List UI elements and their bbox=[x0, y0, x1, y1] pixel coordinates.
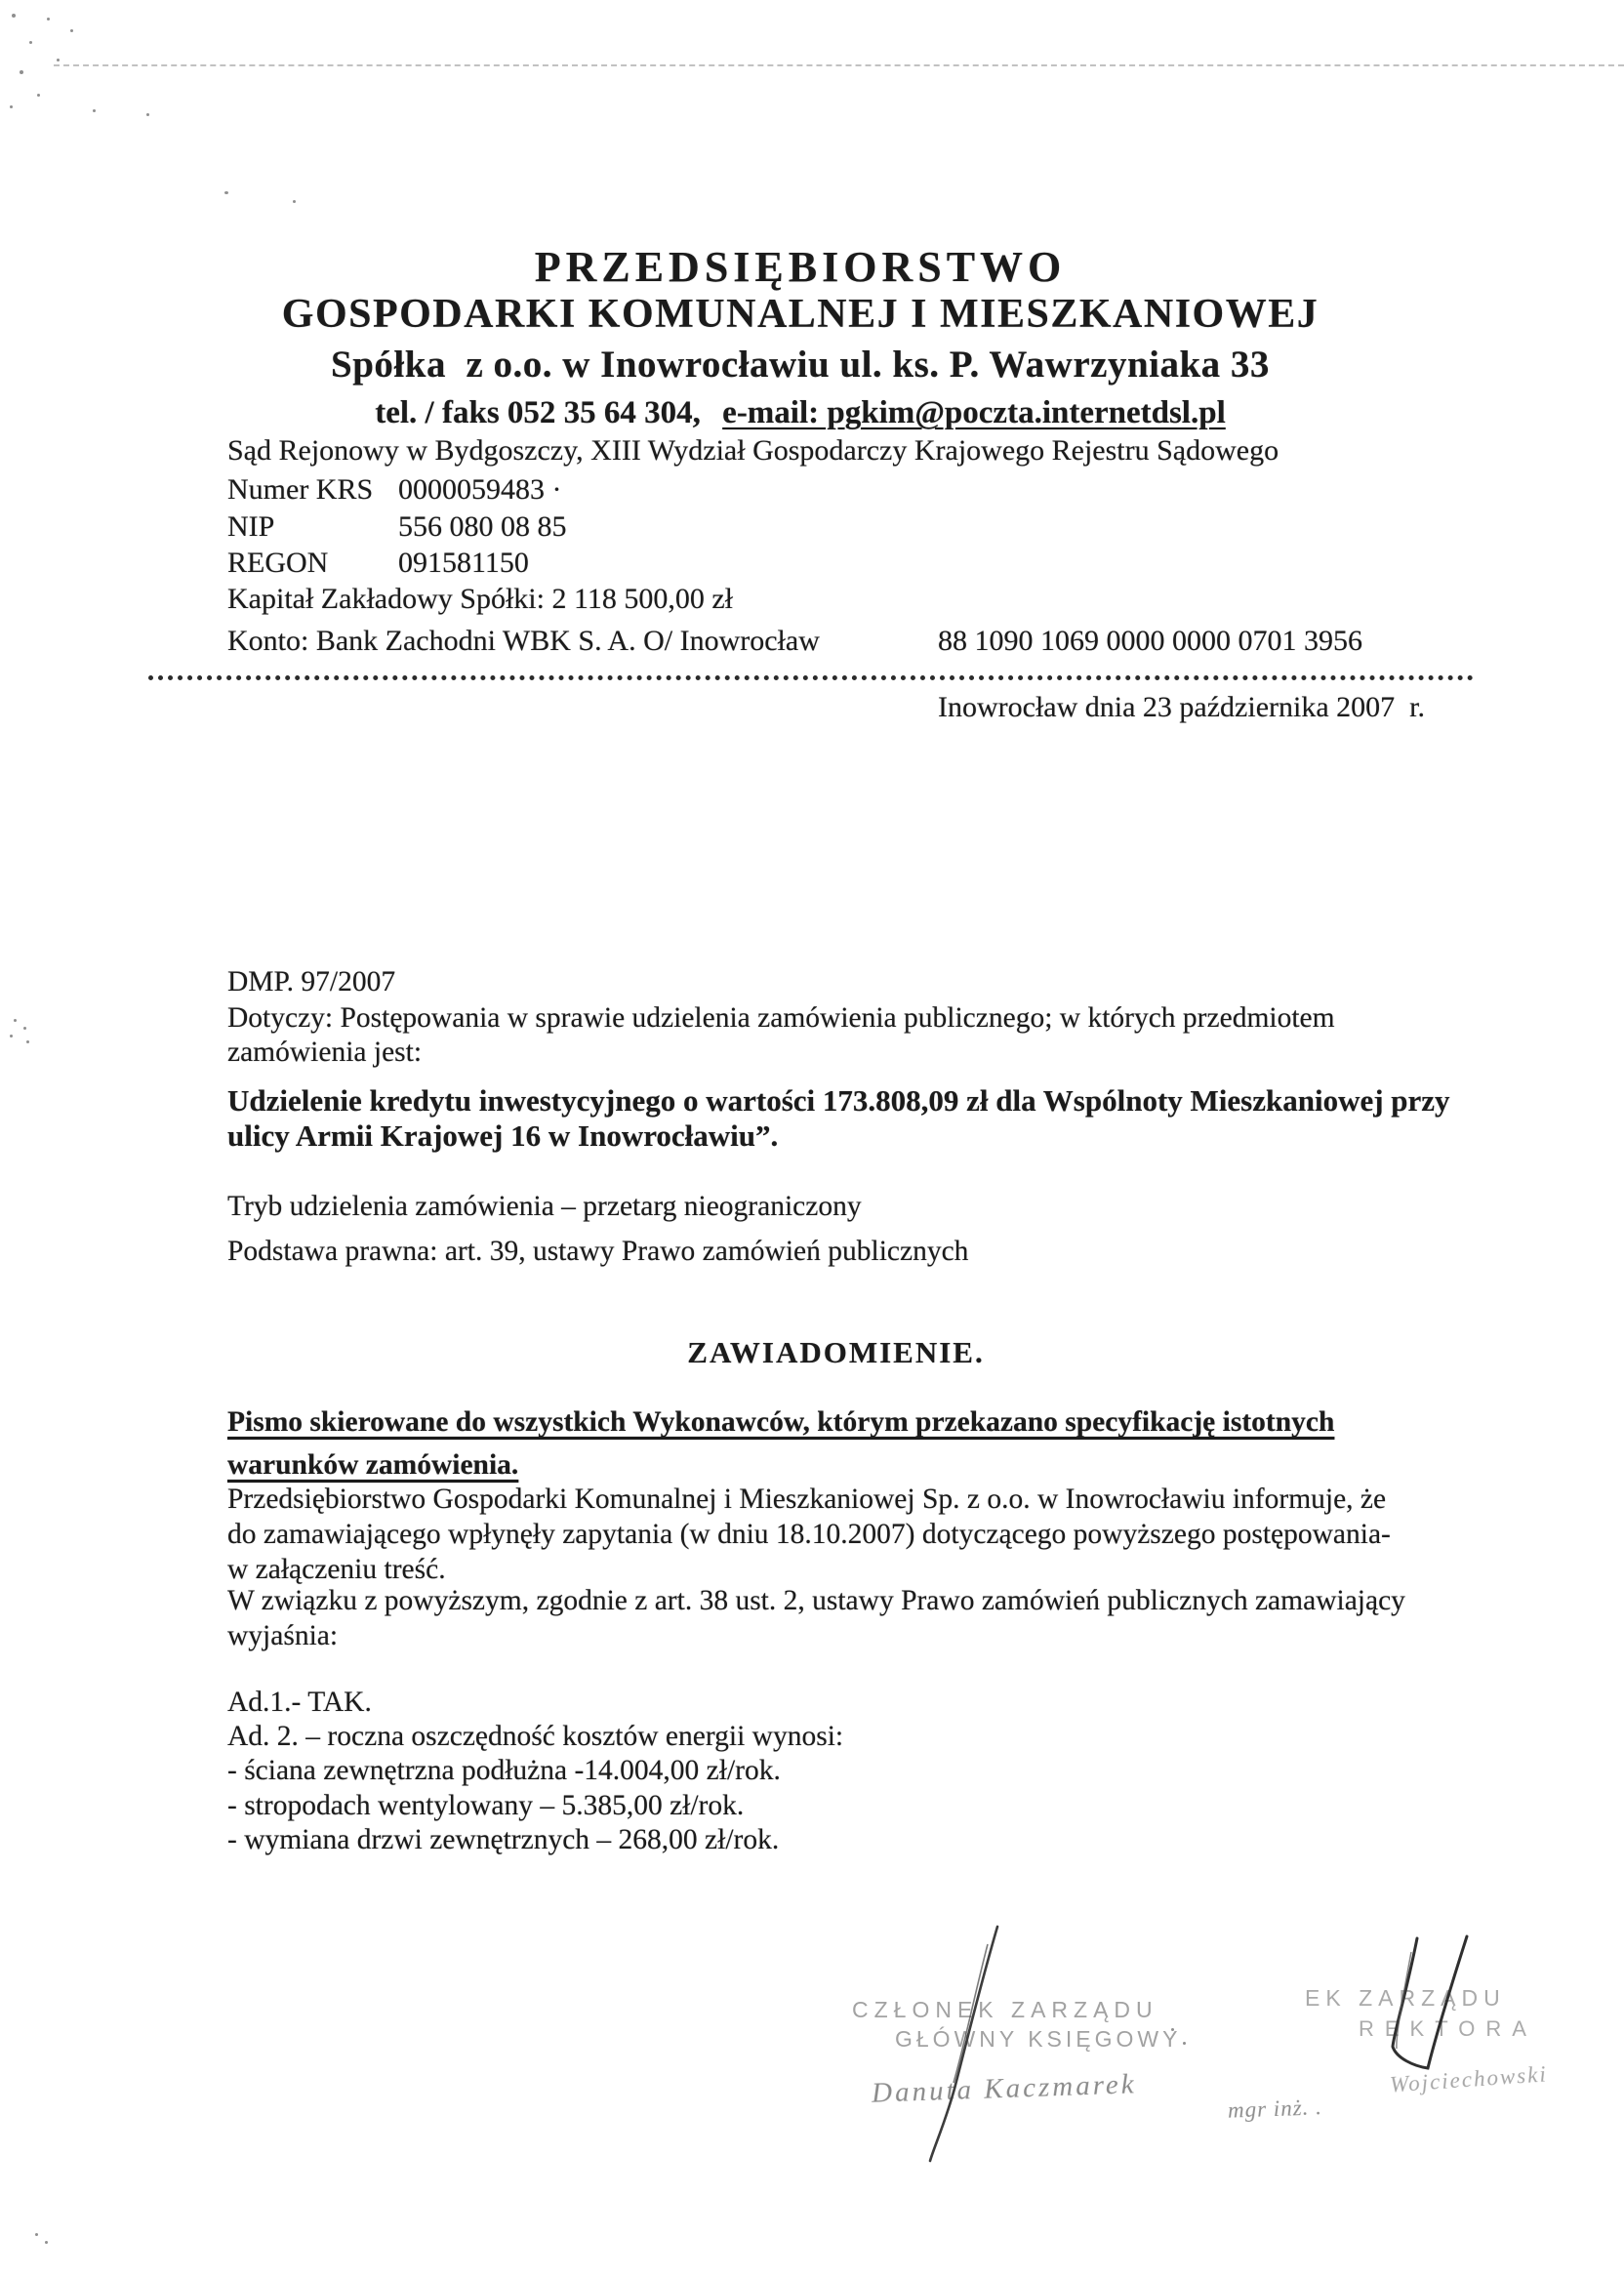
krs-value: 0000059483 · bbox=[398, 473, 562, 506]
regarding-line-2: zamówienia jest: bbox=[227, 1037, 423, 1068]
notice-heading: ZAWIADOMIENIE. bbox=[687, 1335, 985, 1369]
dotted-divider bbox=[148, 675, 1474, 680]
left-signature-name: Danuta Kaczmarek bbox=[871, 2068, 1138, 2109]
answer-2: Ad. 2. – roczna oszczędność kosztów energii wynosi: bbox=[227, 1721, 844, 1752]
right-stamp-title-line-1: EK ZARZĄDU bbox=[1305, 1985, 1506, 2011]
savings-item-wall: - ściana zewnętrzna podłużna -14.004,00 zł/rok. bbox=[227, 1755, 781, 1786]
nip-value: 556 080 08 85 bbox=[398, 510, 567, 543]
reference-number: DMP. 97/2007 bbox=[227, 966, 396, 997]
right-signature-title: mgr inż. . bbox=[1227, 2095, 1323, 2123]
krs-row bbox=[227, 473, 1496, 507]
bank-account-number: 88 1090 1069 0000 0000 0701 3956 bbox=[938, 625, 1362, 657]
contact-line bbox=[146, 395, 1454, 431]
info-paragraph-line-1: Przedsiębiorstwo Gospodarki Komunalnej i Mieszkaniowej Sp. z o.o. w Inowrocławiu informuje, że bbox=[227, 1484, 1387, 1515]
nip-label: NIP bbox=[227, 510, 275, 543]
answer-1: Ad.1.- TAK. bbox=[227, 1687, 372, 1718]
procedure-mode-line: Tryb udzielenia zamówienia – przetarg nieograniczony bbox=[227, 1191, 862, 1222]
right-signature-name: Wojciechowski bbox=[1389, 2061, 1549, 2097]
bank-account-row bbox=[227, 625, 1496, 658]
share-capital-line: Kapitał Zakładowy Spółki: 2 118 500,00 zł bbox=[227, 583, 733, 615]
right-stamp-title-line-2: REKTORA bbox=[1359, 2016, 1537, 2041]
legal-basis-line: Podstawa prawna: art. 39, ustawy Prawo zamówień publicznych bbox=[227, 1236, 969, 1267]
info-paragraph-line-3: w załączeniu treść. bbox=[227, 1554, 446, 1585]
company-name-line1: PRZEDSIĘBIORSTWO bbox=[534, 243, 1067, 291]
scan-artifact-line bbox=[54, 64, 1624, 66]
phone-fax: tel. / faks 052 35 64 304, bbox=[375, 395, 701, 430]
subject-line-2: ulicy Armii Krajowej 16 w Inowrocławiu”. bbox=[227, 1119, 779, 1153]
company-name-line2: GOSPODARKI KOMUNALNEJ I MIESZKANIOWEJ bbox=[281, 292, 1320, 337]
left-stamp-title-line-1: CZŁONEK ZARZĄDU bbox=[852, 1997, 1158, 2022]
savings-item-doors: - wymiana drzwi zewnętrznych – 268,00 zł/rok. bbox=[227, 1824, 780, 1855]
bank-account-label: Konto: Bank Zachodni WBK S. A. O/ Inowrocław bbox=[227, 625, 820, 657]
nip-row bbox=[227, 510, 1496, 544]
krs-label: Numer KRS bbox=[227, 473, 374, 506]
savings-item-roof: - stropodach wentylowany – 5.385,00 zł/rok. bbox=[227, 1790, 745, 1821]
regon-label: REGON bbox=[227, 547, 329, 579]
left-stamp-title-line-2: GŁÓWNY KSIĘGOWY bbox=[895, 2026, 1182, 2052]
company-address-line: Spółka z o.o. w Inowrocławiu ul. ks. P. Wawrzyniaka 33 bbox=[331, 344, 1270, 386]
regon-value: 091581150 bbox=[398, 547, 529, 579]
addressees-line-2: warunków zamówienia. bbox=[227, 1449, 519, 1481]
email-address: e-mail: pgkim@poczta.internetdsl.pl bbox=[722, 395, 1226, 430]
subject-line-1: Udzielenie kredytu inwestycyjnego o wartości 173.808,09 zł dla Wspólnoty Mieszkaniowej przy bbox=[227, 1083, 1450, 1118]
regarding-line-1: Dotyczy: Postępowania w sprawie udzielenia zamówienia publicznego; w których przedmiotem bbox=[227, 1002, 1335, 1034]
clarification-line-1: W związku z powyższym, zgodnie z art. 38 ust. 2, ustawy Prawo zamówień publicznych zamawiający bbox=[227, 1585, 1405, 1616]
place-date-line: Inowrocław dnia 23 października 2007 r. bbox=[938, 691, 1425, 723]
info-paragraph-line-2: do zamawiającego wpłynęły zapytania (w dniu 18.10.2007) dotyczącego powyższego postępowania- bbox=[227, 1519, 1391, 1550]
clarification-line-2: wyjaśnia: bbox=[227, 1620, 339, 1651]
registry-court-line: Sąd Rejonowy w Bydgoszczy, XIII Wydział Gospodarczy Krajowego Rejestru Sądowego bbox=[227, 434, 1279, 467]
regon-row bbox=[227, 547, 1496, 580]
addressees-line-1: Pismo skierowane do wszystkich Wykonawców, którym przekazano specyfikację istotnych bbox=[227, 1406, 1335, 1438]
